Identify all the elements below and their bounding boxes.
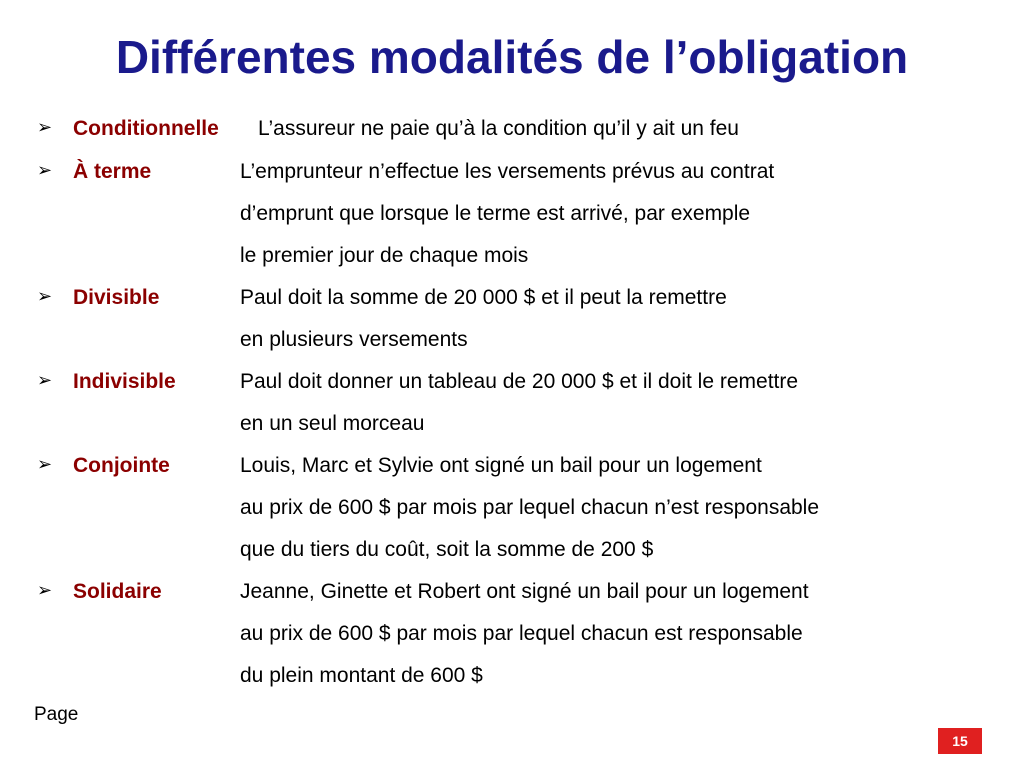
desc-a-terme-line-1: L’emprunteur n’effectue les versements prévus au contrat [240, 160, 775, 183]
desc-solidaire-line-3: du plein montant de 600 $ [240, 664, 483, 687]
bullet-arrow-icon: ➢ [37, 370, 53, 390]
desc-conditionnelle-line-1: L’assureur ne paie qu’à la condition qu’il y ait un feu [258, 117, 739, 140]
desc-conjointe-line-1: Louis, Marc et Sylvie ont signé un bail pour un logement [240, 454, 762, 477]
desc-conjointe-line-3: que du tiers du coût, soit la somme de 200 $ [240, 538, 654, 561]
desc-indivisible-line-2: en un seul morceau [240, 412, 425, 435]
bullet-arrow-icon: ➢ [37, 117, 53, 137]
desc-solidaire-line-2: au prix de 600 $ par mois par lequel chacun est responsable [240, 622, 803, 645]
term-conjointe: Conjointe [73, 454, 170, 477]
desc-divisible-line-1: Paul doit la somme de 20 000 $ et il peut la remettre [240, 286, 727, 309]
slide-title: Différentes modalités de l’obligation [115, 31, 909, 83]
term-conditionnelle: Conditionnelle [73, 117, 219, 140]
desc-solidaire-line-1: Jeanne, Ginette et Robert ont signé un bail pour un logement [240, 580, 809, 603]
bullet-arrow-icon: ➢ [37, 454, 53, 474]
bullet-arrow-icon: ➢ [37, 286, 53, 306]
desc-a-terme-line-3: le premier jour de chaque mois [240, 244, 529, 267]
bullet-arrow-icon: ➢ [37, 160, 53, 180]
desc-indivisible-line-1: Paul doit donner un tableau de 20 000 $ et il doit le remettre [240, 370, 799, 393]
term-solidaire: Solidaire [73, 580, 162, 603]
term-indivisible: Indivisible [73, 370, 176, 393]
desc-divisible-line-2: en plusieurs versements [240, 328, 468, 351]
bullet-arrow-icon: ➢ [37, 580, 53, 600]
footer-page-label: Page [34, 704, 79, 725]
page-number-badge: 15 [938, 728, 982, 754]
desc-a-terme-line-2: d’emprunt que lorsque le terme est arrivé, par exemple [240, 202, 751, 225]
desc-conjointe-line-2: au prix de 600 $ par mois par lequel chacun n’est responsable [240, 496, 820, 519]
term-a-terme: À terme [73, 160, 152, 183]
term-divisible: Divisible [73, 286, 160, 309]
